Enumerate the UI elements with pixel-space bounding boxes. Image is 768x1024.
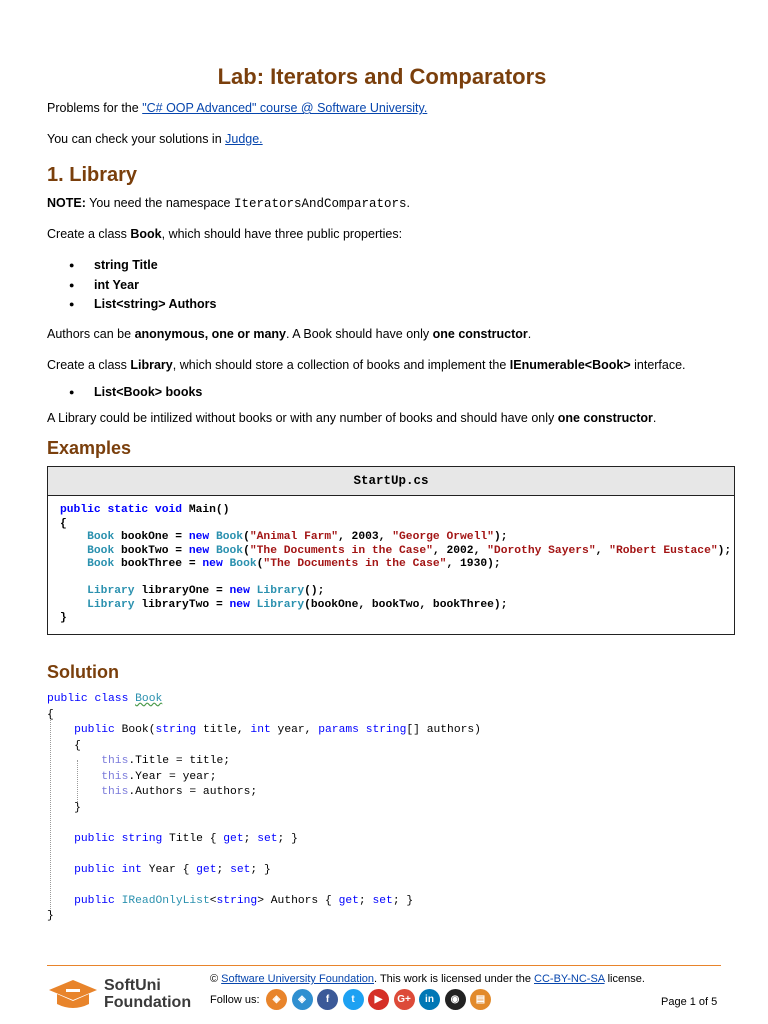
- create-library-b: Library: [130, 358, 173, 372]
- code-token: [60, 585, 87, 597]
- code-token: (: [256, 558, 264, 570]
- code-token: this: [101, 770, 129, 783]
- code-token: [115, 895, 122, 907]
- code-token: Book: [215, 544, 244, 557]
- license-link[interactable]: CC-BY-NC-SA: [534, 973, 605, 985]
- code-token: );: [717, 544, 732, 557]
- create-library-c: , which should store a collection of books and implement the: [172, 358, 510, 372]
- code-line: [47, 801, 481, 817]
- code-token: [47, 755, 101, 767]
- code-token: [60, 558, 87, 570]
- code-token: [47, 724, 74, 736]
- create-book-b: Book: [130, 227, 162, 241]
- authors-line: [47, 327, 531, 341]
- code-token: public class: [47, 693, 136, 705]
- code-line: [47, 785, 481, 801]
- code-token: [209, 531, 216, 543]
- library-init-a: A Library could be intilized without books or with any number of books and should have only: [47, 411, 558, 425]
- code-token: );: [493, 531, 508, 543]
- code-line: [47, 739, 481, 755]
- code-line: [47, 832, 481, 848]
- logo-line-2: Foundation: [104, 994, 192, 1011]
- list-item: ● string Title: [47, 256, 216, 276]
- book-properties-list: [47, 256, 216, 315]
- authors-b: anonymous, one or many: [134, 327, 286, 341]
- softuni-foundation-icon[interactable]: ◈: [292, 989, 313, 1010]
- code-token: "Robert Eustace": [609, 544, 718, 557]
- code-line: [60, 612, 734, 626]
- slideshare-icon[interactable]: ▤: [470, 989, 491, 1010]
- authors-a: Authors can be: [47, 327, 135, 341]
- code-token: public static void: [60, 504, 189, 516]
- judge-link[interactable]: Judge.: [225, 132, 263, 146]
- code-line: [47, 692, 481, 708]
- code-token: public: [74, 724, 115, 736]
- page-number: Page 1 of 5: [661, 996, 718, 1008]
- create-library-line: [47, 358, 686, 372]
- code-token: Title {: [162, 832, 224, 845]
- code-token: ,: [595, 544, 610, 557]
- course-link[interactable]: "C# OOP Advanced" course @ Software University.: [142, 101, 428, 115]
- code-token: "George Orwell": [392, 531, 494, 543]
- code-line: [47, 708, 481, 724]
- code-token: [47, 786, 101, 798]
- twitter-icon[interactable]: t: [343, 989, 364, 1010]
- problems-prefix: Problems for the: [47, 101, 143, 115]
- code-token: set: [230, 863, 251, 876]
- create-book-line: [47, 227, 402, 241]
- library-properties-list: [47, 383, 202, 403]
- code-token: public int: [74, 863, 142, 876]
- code-token: set: [257, 832, 278, 845]
- note-end: .: [406, 196, 410, 210]
- code-token: (: [243, 531, 250, 543]
- note-line: [47, 196, 410, 211]
- code-token: [47, 771, 101, 783]
- create-library-a: Create a class: [47, 358, 131, 372]
- logo-line-1: SoftUni: [104, 977, 161, 994]
- code-token: new: [188, 544, 210, 557]
- code-line: [47, 863, 481, 879]
- code-line: [47, 816, 481, 832]
- code-token: title,: [196, 724, 251, 736]
- code-token: [60, 531, 87, 543]
- code-token: <: [209, 894, 217, 907]
- authors-d: one constructor: [432, 327, 528, 341]
- code-token: .Year = year;: [128, 770, 217, 783]
- code-token: new: [202, 558, 223, 570]
- linkedin-icon[interactable]: in: [419, 989, 440, 1010]
- license-line: [210, 973, 645, 985]
- code-token: [60, 599, 87, 611]
- softuni-icon[interactable]: ◈: [266, 989, 287, 1010]
- follow-us-label: Follow us:: [210, 994, 260, 1006]
- code-line: [47, 878, 481, 894]
- library-init-line: [47, 411, 656, 425]
- logo-text: [104, 977, 191, 1011]
- code-token: Library: [87, 598, 135, 611]
- code-token: [250, 599, 257, 611]
- code-token: string: [216, 894, 258, 907]
- code-line: [60, 585, 734, 599]
- code-token: , 2003,: [338, 531, 393, 543]
- code-token: new: [229, 585, 250, 597]
- youtube-icon[interactable]: ▶: [368, 989, 389, 1010]
- code-token: "Dorothy Sayers": [487, 544, 596, 557]
- code-token: ; }: [250, 863, 271, 876]
- solution-code-block: [47, 692, 481, 925]
- code-token: year,: [270, 724, 319, 736]
- code-token: [] authors): [406, 724, 481, 736]
- library-init-b: one constructor: [557, 411, 653, 425]
- code-token: this: [101, 755, 129, 767]
- problems-line: [47, 101, 427, 115]
- code-token: string: [155, 724, 197, 736]
- code-line: [60, 572, 734, 586]
- code-token: [60, 545, 87, 557]
- code-token: this: [101, 786, 129, 798]
- check-line: [47, 132, 263, 146]
- code-token: IReadOnlyList: [121, 894, 210, 907]
- code-token: }: [60, 612, 67, 624]
- authors-c: . A Book should have only: [285, 327, 433, 341]
- code-line: [47, 723, 481, 739]
- code-token: (bookOne, bookTwo, bookThree);: [304, 598, 508, 611]
- code-token: Main(): [188, 504, 230, 516]
- code-line: [47, 909, 481, 925]
- solution-heading: Solution: [47, 662, 119, 682]
- code-token: libraryOne =: [134, 585, 230, 597]
- code-line: [60, 518, 734, 532]
- code-token: Library: [256, 585, 305, 597]
- code-token: get: [196, 863, 217, 876]
- code-token: int: [250, 724, 271, 736]
- code-file-header: StartUp.cs: [48, 467, 734, 496]
- code-token: public string: [74, 832, 163, 845]
- note-text: You need the namespace: [85, 196, 234, 210]
- code-token: [250, 585, 257, 597]
- code-token: "The Documents in the Case": [263, 558, 447, 570]
- code-token: (: [243, 544, 250, 557]
- create-book-c: , which should have three public properties:: [161, 227, 403, 241]
- code-token: , 1930);: [446, 558, 501, 570]
- code-token: params string: [318, 724, 407, 736]
- code-token: }: [47, 910, 54, 922]
- code-token: Library: [256, 598, 305, 611]
- code-token: [47, 833, 74, 845]
- code-token: ;: [216, 863, 231, 876]
- foundation-link[interactable]: Software University Foundation: [221, 973, 375, 985]
- create-book-a: Create a class: [47, 227, 131, 241]
- code-token: public: [74, 894, 115, 907]
- code-token: new: [229, 598, 250, 611]
- code-token: ();: [304, 585, 325, 597]
- code-token: ;: [243, 832, 258, 845]
- code-line: [47, 770, 481, 786]
- code-line: [60, 545, 734, 559]
- code-token: [47, 895, 74, 907]
- code-token: {: [47, 739, 81, 752]
- github-icon[interactable]: ◉: [445, 989, 466, 1010]
- code-token: bookTwo =: [114, 544, 189, 557]
- code-token: libraryTwo =: [134, 598, 230, 611]
- code-token: "Animal Farm": [249, 531, 338, 543]
- section-heading-library: 1. Library: [47, 164, 138, 186]
- code-token: Book(: [114, 724, 156, 736]
- footer-divider: [47, 965, 721, 966]
- code-token: [223, 558, 230, 570]
- page-title: Lab: Iterators and Comparators: [217, 64, 547, 89]
- code-token: .Title = title;: [128, 755, 231, 767]
- example-code-block: [48, 496, 734, 634]
- code-line: [60, 531, 734, 545]
- code-line: [47, 847, 481, 863]
- code-token: "The Documents in the Case": [249, 544, 433, 557]
- example-code-table: [47, 466, 735, 635]
- code-line: [60, 599, 734, 613]
- check-prefix: You can check your solutions in: [47, 132, 226, 146]
- code-token: > Authors {: [257, 894, 339, 907]
- code-token: Book: [215, 531, 244, 543]
- code-token: ;: [358, 894, 373, 907]
- facebook-icon[interactable]: f: [317, 989, 338, 1010]
- note-label: NOTE:: [47, 196, 86, 210]
- code-token: Book: [87, 531, 115, 543]
- code-token: Book: [135, 693, 163, 705]
- code-token: set: [372, 894, 393, 907]
- code-token: Book: [87, 544, 115, 557]
- code-token: ; }: [277, 832, 298, 845]
- code-token: bookOne =: [114, 531, 189, 543]
- code-token: {: [60, 517, 67, 530]
- authors-e: .: [527, 327, 532, 341]
- code-token: Library: [87, 585, 135, 597]
- code-line: [47, 894, 481, 910]
- license-text: . This work is licensed under the: [374, 973, 535, 985]
- create-library-d: IEnumerable<Book>: [509, 358, 631, 372]
- list-item: ● List<string> Authors: [47, 295, 216, 315]
- copyright-symbol: ©: [210, 973, 222, 985]
- examples-heading: Examples: [47, 438, 132, 458]
- code-token: Book: [87, 558, 115, 570]
- code-token: [209, 545, 216, 557]
- code-token: .Authors = authors;: [128, 786, 258, 798]
- code-token: {: [47, 708, 54, 721]
- code-token: new: [188, 531, 210, 543]
- library-init-c: .: [652, 411, 657, 425]
- code-token: Year {: [141, 863, 197, 876]
- code-token: [47, 864, 74, 876]
- code-token: ; }: [392, 894, 414, 907]
- code-line: [47, 754, 481, 770]
- note-namespace: IteratorsAndComparators: [233, 197, 407, 211]
- code-token: }: [47, 801, 81, 814]
- code-token: bookThree =: [114, 558, 203, 570]
- code-token: get: [223, 832, 244, 845]
- code-line: [60, 558, 734, 572]
- code-token: , 2002,: [432, 544, 488, 557]
- code-token: Book: [229, 558, 257, 570]
- code-token: get: [338, 894, 359, 907]
- create-library-e: interface.: [630, 358, 686, 372]
- code-line: [60, 504, 734, 518]
- social-icons: [266, 989, 496, 1010]
- list-item: ● List<Book> books: [47, 383, 202, 403]
- google-plus-icon[interactable]: G+: [394, 989, 415, 1010]
- list-item: ● int Year: [47, 276, 216, 296]
- license-end: license.: [604, 973, 645, 985]
